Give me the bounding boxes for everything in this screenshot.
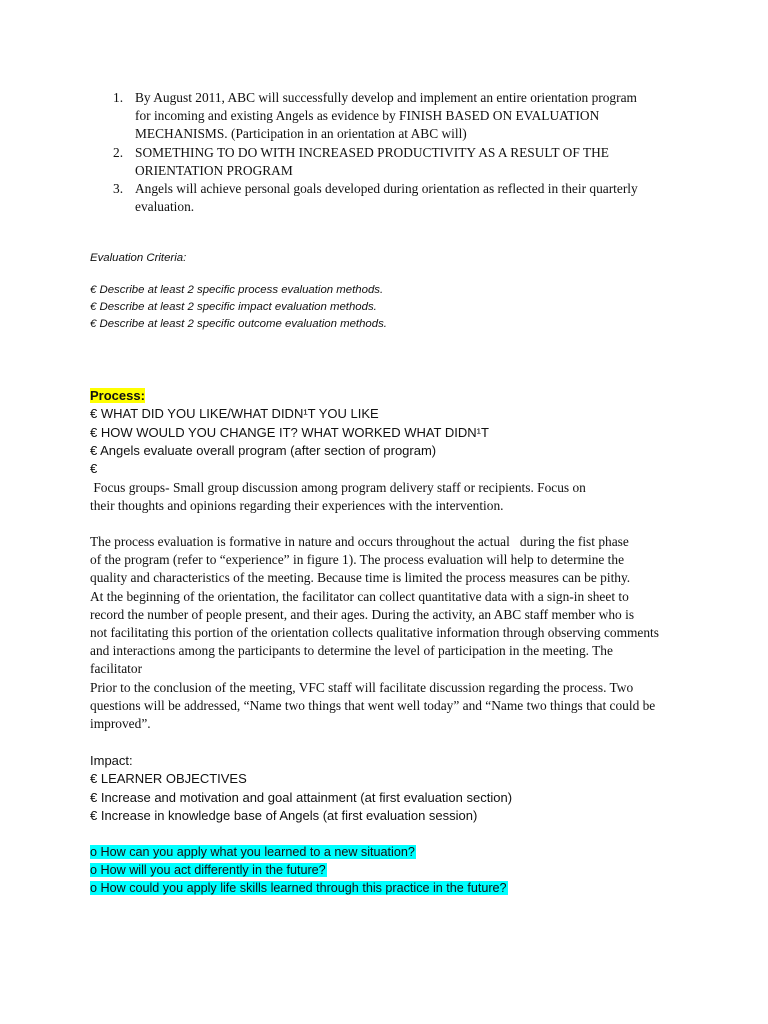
question-text: o How will you act differently in the future?	[90, 863, 326, 877]
process-evaluation-paragraph	[90, 533, 690, 733]
criteria-item: € Describe at least 2 specific process evaluation methods.	[90, 284, 384, 296]
goal-line: ORIENTATION PROGRAM	[135, 162, 293, 178]
evaluation-criteria-list	[90, 282, 387, 333]
goal-item	[113, 144, 673, 180]
paragraph-line: Focus groups- Small group discussion among program delivery staff or recipients. Focus on	[90, 480, 586, 495]
goal-line: Angels will achieve personal goals developed during orientation as reflected in their quarterly	[135, 181, 638, 197]
paragraph-line: improved”.	[90, 716, 151, 732]
question-line	[90, 843, 508, 861]
process-item: € HOW WOULD YOU CHANGE IT? WHAT WORKED WHAT DIDN¹T	[90, 424, 489, 440]
goal-item	[113, 89, 673, 144]
paragraph-line: questions will be addressed, “Name two things that went well today” and “Name two things that could be	[90, 697, 656, 713]
goal-line: By August 2011, ABC will successfully develop and implement an entire orientation program	[135, 90, 637, 105]
goal-number: 3.	[113, 181, 124, 197]
criteria-item: € Describe at least 2 specific outcome evaluation methods.	[90, 318, 387, 330]
process-item: € WHAT DID YOU LIKE/WHAT DIDN¹T YOU LIKE	[90, 406, 379, 422]
paragraph-line: facilitator	[90, 661, 143, 677]
paragraph-line: The process evaluation is formative in nature and occurs throughout the actual during the fist phase	[90, 534, 629, 549]
goal-line: evaluation.	[135, 199, 195, 215]
impact-item: € Increase and motivation and goal attainment (at first evaluation section)	[90, 789, 513, 805]
process-item: € Angels evaluate overall program (after section of program)	[90, 442, 437, 458]
paragraph-line: At the beginning of the orientation, the facilitator can collect quantitative data with a sign-in sheet to	[90, 588, 629, 604]
impact-item: € LEARNER OBJECTIVES	[90, 771, 247, 787]
goal-number: 1.	[113, 90, 124, 105]
goal-line: SOMETHING TO DO WITH INCREASED PRODUCTIVITY AS A RESULT OF THE	[135, 144, 609, 160]
question-text: o How could you apply life skills learned through this practice in the future?	[90, 881, 507, 895]
reflection-questions	[90, 843, 508, 897]
process-heading: Process:	[90, 388, 145, 403]
evaluation-criteria-title: Evaluation Criteria:	[90, 252, 187, 264]
impact-section	[90, 752, 512, 825]
goal-text	[135, 180, 673, 216]
impact-heading: Impact:	[90, 753, 133, 768]
goals-list	[113, 89, 673, 216]
goal-line: for incoming and existing Angels as evidence by FINISH BASED ON EVALUATION	[135, 108, 600, 124]
question-line	[90, 879, 508, 897]
paragraph-line: their thoughts and opinions regarding their experiences with the intervention.	[90, 498, 504, 513]
process-heading-line	[90, 387, 489, 405]
question-text: o How can you apply what you learned to a new situation?	[90, 845, 415, 859]
criteria-item: € Describe at least 2 specific impact evaluation methods.	[90, 301, 377, 313]
goal-text	[135, 89, 673, 144]
focus-groups-paragraph	[90, 479, 690, 515]
goal-item	[113, 180, 673, 216]
impact-item: € Increase in knowledge base of Angels (at first evaluation session)	[90, 807, 478, 823]
paragraph-line: quality and characteristics of the meeting. Because time is limited the process measures can be pithy.	[90, 570, 631, 586]
paragraph-line: of the program (refer to “experience” in figure 1). The process evaluation will help to determine the	[90, 552, 625, 568]
goal-number: 2.	[113, 144, 124, 160]
paragraph-line: Prior to the conclusion of the meeting, VFC staff will facilitate discussion regarding the process. Two	[90, 679, 634, 695]
goal-text	[135, 144, 673, 180]
process-item: €	[90, 461, 98, 477]
process-section	[90, 387, 489, 478]
goal-line: MECHANISMS. (Participation in an orientation at ABC will)	[135, 126, 467, 142]
question-line	[90, 861, 508, 879]
paragraph-line: not facilitating this portion of the orientation collects qualitative information through observing comments	[90, 625, 659, 641]
paragraph-line: record the number of people present, and their ages. During the activity, an ABC staff member who is	[90, 606, 635, 622]
paragraph-line: and interactions among the participants to determine the level of participation in the meeting. The	[90, 643, 613, 659]
